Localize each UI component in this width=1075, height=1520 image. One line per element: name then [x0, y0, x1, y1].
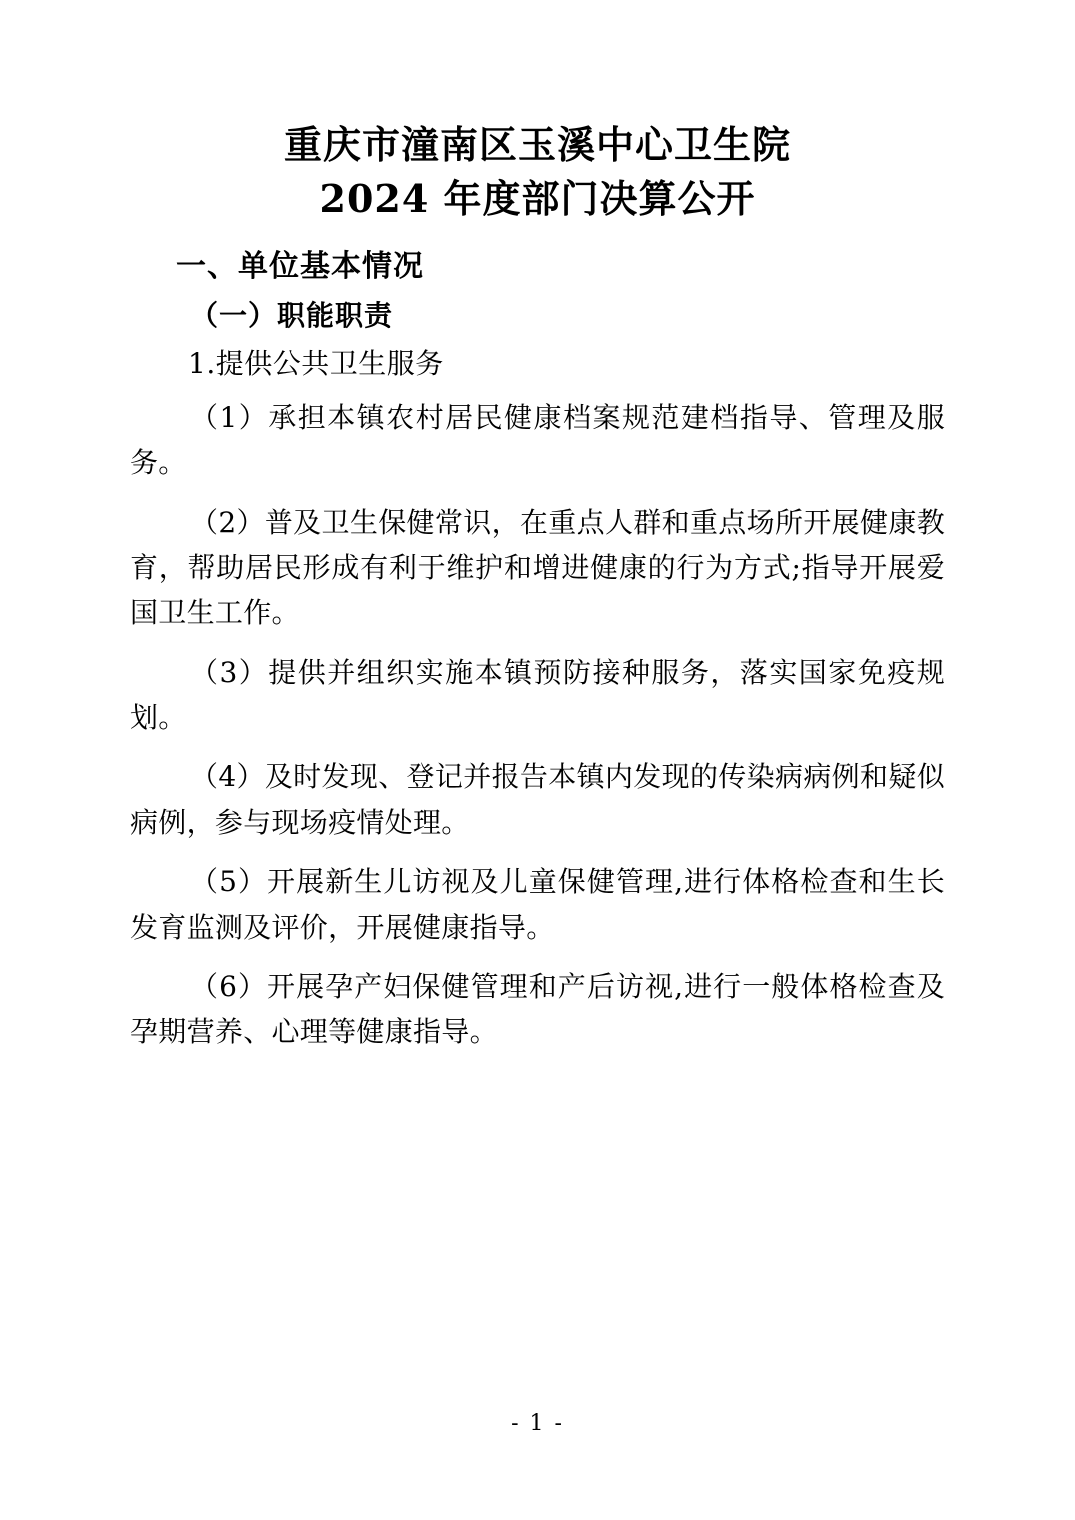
document-title — [130, 118, 945, 226]
title-line-2: 2024 年度部门决算公开 — [319, 175, 756, 221]
item-heading: 1.提供公共卫生服务 — [188, 346, 444, 380]
paragraph-4: （4）及时发现、登记并报告本镇内发现的传染病病例和疑似病例，参与现场疫情处理。 — [130, 760, 945, 839]
page-number: - 1 - — [511, 1411, 564, 1436]
section-heading: 一、单位基本情况 — [176, 248, 424, 284]
paragraph-5: （5）开展新生儿访视及儿童保健管理,进行体格检查和生长发育监测及评价，开展健康指导。 — [130, 865, 945, 944]
paragraph-3: （3）提供并组织实施本镇预防接种服务，落实国家免疫规划。 — [130, 655, 945, 735]
subsection-heading: （一）职能职责 — [190, 298, 394, 332]
paragraph-1: （1）承担本镇农村居民健康档案规范建档指导、管理及服务。 — [130, 400, 945, 480]
paragraph-6: （6）开展孕产妇保健管理和产后访视,进行一般体格检查及孕期营养、心理等健康指导。 — [130, 969, 945, 1049]
title-line-1: 重庆市潼南区玉溪中心卫生院 — [283, 122, 791, 167]
paragraph-2: （2）普及卫生保健常识，在重点人群和重点场所开展健康教育，帮助居民形成有利于维护和增进健康的行为方式;指导开展爱国卫生工作。 — [130, 505, 945, 630]
